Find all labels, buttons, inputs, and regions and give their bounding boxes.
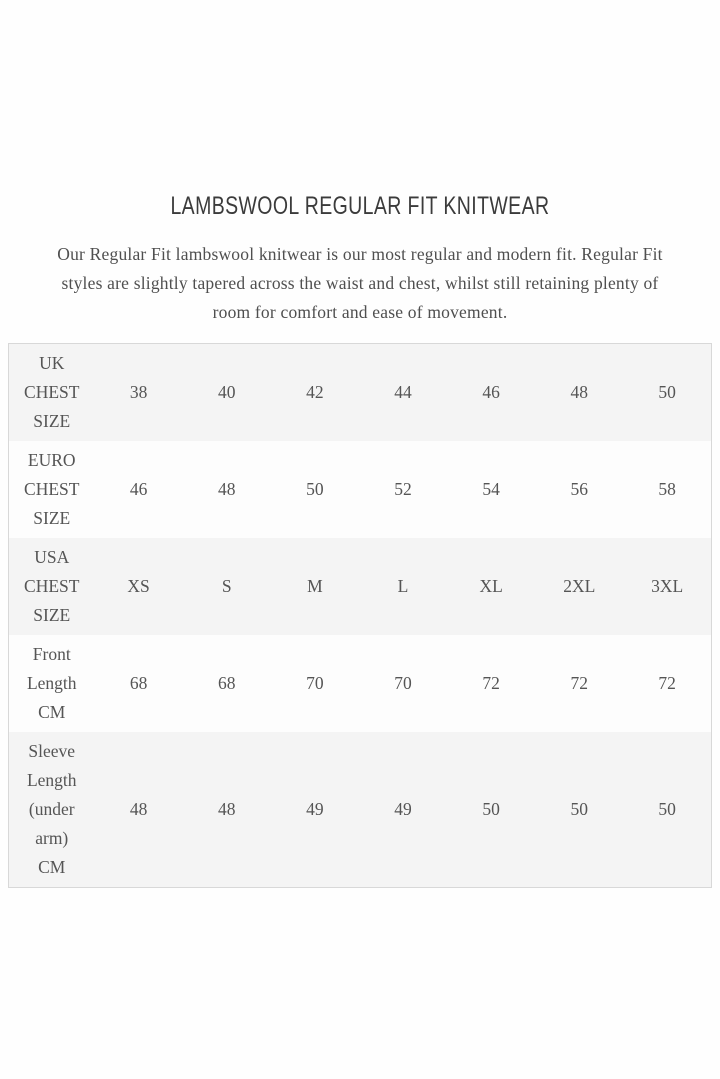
size-cell: 50 <box>482 799 500 819</box>
table-row-usa-chest-size <box>9 538 712 635</box>
size-cell: 50 <box>570 799 589 819</box>
size-cell: 42 <box>306 382 324 402</box>
size-cell: 40 <box>217 382 236 402</box>
size-cell: 48 <box>129 799 148 819</box>
size-cell: M <box>307 576 323 596</box>
size-cell: 68 <box>129 673 148 693</box>
size-cell: 49 <box>394 799 412 819</box>
size-cell: 72 <box>570 673 589 693</box>
size-cell: 50 <box>306 479 324 499</box>
row-header-euro-chest-size: EURO CHEST SIZE <box>24 450 80 528</box>
size-cell: 48 <box>217 479 236 499</box>
size-cell: 44 <box>394 382 412 402</box>
page-title-text: LAMBSWOOL REGULAR FIT KNITWEAR <box>170 192 550 220</box>
size-cell: 50 <box>658 799 676 819</box>
row-header-uk-chest-size: UK CHEST SIZE <box>24 353 80 431</box>
size-cell: 46 <box>482 382 500 402</box>
size-cell: S <box>221 576 232 596</box>
table-row-front-length <box>9 635 712 732</box>
size-cell: 2XL <box>563 576 596 596</box>
size-chart-table <box>8 343 712 888</box>
size-cell: 56 <box>570 479 589 499</box>
size-cell: XL <box>479 576 503 596</box>
size-cell: 70 <box>394 673 412 693</box>
size-cell: 49 <box>306 799 324 819</box>
fit-description: Our Regular Fit lambswool knitwear is our most regular and modern fit. Regular Fit styles are slightly tapered across the waist and chest, whilst still retaining plenty of room for comfort and ease of movement. <box>57 244 663 322</box>
page-title <box>0 191 720 221</box>
table-row-sleeve-length <box>9 732 712 888</box>
size-cell: 48 <box>570 382 589 402</box>
size-cell: 72 <box>658 673 676 693</box>
size-cell: 46 <box>129 479 148 499</box>
size-cell: 48 <box>217 799 236 819</box>
size-cell: 72 <box>482 673 500 693</box>
size-cell: 52 <box>394 479 412 499</box>
table-row-euro-chest-size <box>9 441 712 538</box>
size-cell: 58 <box>658 479 676 499</box>
size-cell: 3XL <box>651 576 684 596</box>
row-header-sleeve-length: Sleeve Length (under arm) CM <box>26 741 77 877</box>
size-cell: 38 <box>129 382 148 402</box>
size-cell: L <box>397 576 409 596</box>
size-cell: 70 <box>306 673 324 693</box>
size-cell: 68 <box>217 673 236 693</box>
size-cell: XS <box>127 576 150 596</box>
size-cell: 54 <box>482 479 500 499</box>
row-header-front-length: Front Length CM <box>26 644 77 722</box>
table-row-uk-chest-size <box>9 344 712 442</box>
row-header-usa-chest-size: USA CHEST SIZE <box>24 547 80 625</box>
size-cell: 50 <box>658 382 676 402</box>
